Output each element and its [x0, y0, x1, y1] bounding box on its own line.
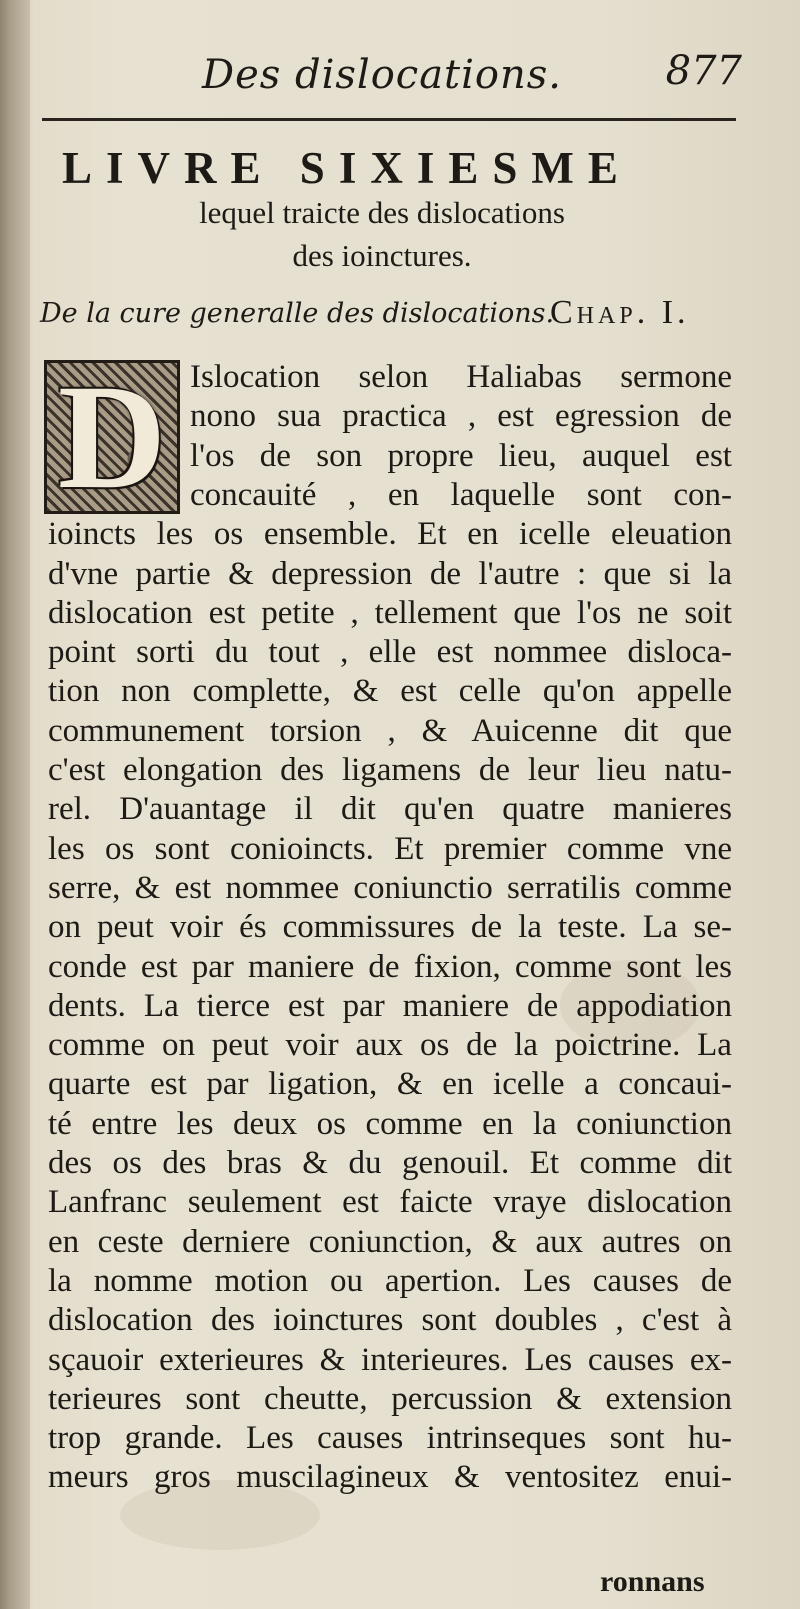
text-line: sçauoir exterieures & interieures. Les causes ex-	[48, 1341, 732, 1378]
text-line: la nomme motion ou apertion. Les causes de	[48, 1262, 732, 1299]
text-line: on peut voir és commissures de la teste. La se-	[48, 909, 733, 946]
catchword: ronnans	[600, 1565, 705, 1598]
text-line: nono sua practica , est egression de	[190, 398, 732, 435]
text-line: dents. La tierce est par maniere de appodiation	[48, 987, 732, 1024]
text-line: té entre les deux os comme en la coniunction	[48, 1105, 732, 1142]
text-line: les os sont conioincts. Et premier comme vne	[48, 830, 732, 867]
text-line: c'est elongation des ligamens de leur lieu natu-	[48, 752, 733, 788]
text-line: concauité , en laquelle sont con-	[190, 476, 733, 513]
text-line: tion non complette, & est celle qu'on appelle	[48, 673, 732, 710]
text-line: Islocation selon Haliabas sermone	[190, 359, 732, 395]
text-line: rel. D'auantage il dit qu'en quatre manieres	[48, 791, 732, 828]
text-line: dislocation des ioinctures sont doubles , c'est à	[48, 1302, 733, 1339]
text-line: ioincts les os ensemble. Et en icelle eleuation	[48, 516, 733, 553]
initial-letter: D	[57, 354, 167, 520]
text-line: communement torsion , & Auicenne dit que	[48, 712, 732, 749]
running-title: Des dislocations.	[202, 52, 562, 98]
text-line: meurs gros muscilagineux & ventositez enui-	[48, 1459, 732, 1496]
text-line: quarte est par ligation, & en icelle a concaui-	[48, 1066, 733, 1103]
page-number: 877	[665, 48, 742, 94]
running-header	[42, 48, 742, 108]
text-line: l'os de son propre lieu, auquel est	[190, 437, 732, 474]
chapter-label: Chap. I.	[550, 294, 690, 331]
header-rule	[42, 118, 736, 121]
book-subtitle-line-1: lequel traicte des dislocations	[199, 195, 565, 230]
text-line: trop grande. Les causes intrinseques sont hu-	[48, 1420, 733, 1457]
text-line: Lanfranc seulement est faicte vraye dislocation	[48, 1184, 732, 1221]
page-gutter	[0, 0, 30, 1609]
text-line: en ceste derniere coniunction, & aux autres on	[48, 1223, 732, 1260]
chapter-heading	[40, 294, 760, 338]
text-line: terieures sont cheutte, percussion & extension	[48, 1380, 733, 1417]
book-subtitle-line-2: des ioinctures.	[292, 238, 472, 273]
text-line: conde est par maniere de fixion, comme sont les	[48, 948, 732, 985]
text-line: des os des bras & du genouil. Et comme dit	[48, 1145, 732, 1181]
text-line: d'vne partie & depression de l'autre : que si la	[48, 555, 733, 592]
decorated-initial	[44, 354, 180, 520]
text-line: point sorti du tout , elle est nommee disloca-	[48, 634, 732, 671]
chapter-title: De la cure generalle des dislocations.	[40, 298, 555, 329]
text-line: dislocation est petite , tellement que l'os ne soit	[48, 594, 733, 631]
book-title: LIVRE SIXIESME	[62, 143, 632, 193]
text-line: serre, & est nommee coniunctio serratilis comme	[48, 869, 733, 906]
text-line: comme on peut voir aux os de la poictrine. La	[48, 1027, 732, 1064]
